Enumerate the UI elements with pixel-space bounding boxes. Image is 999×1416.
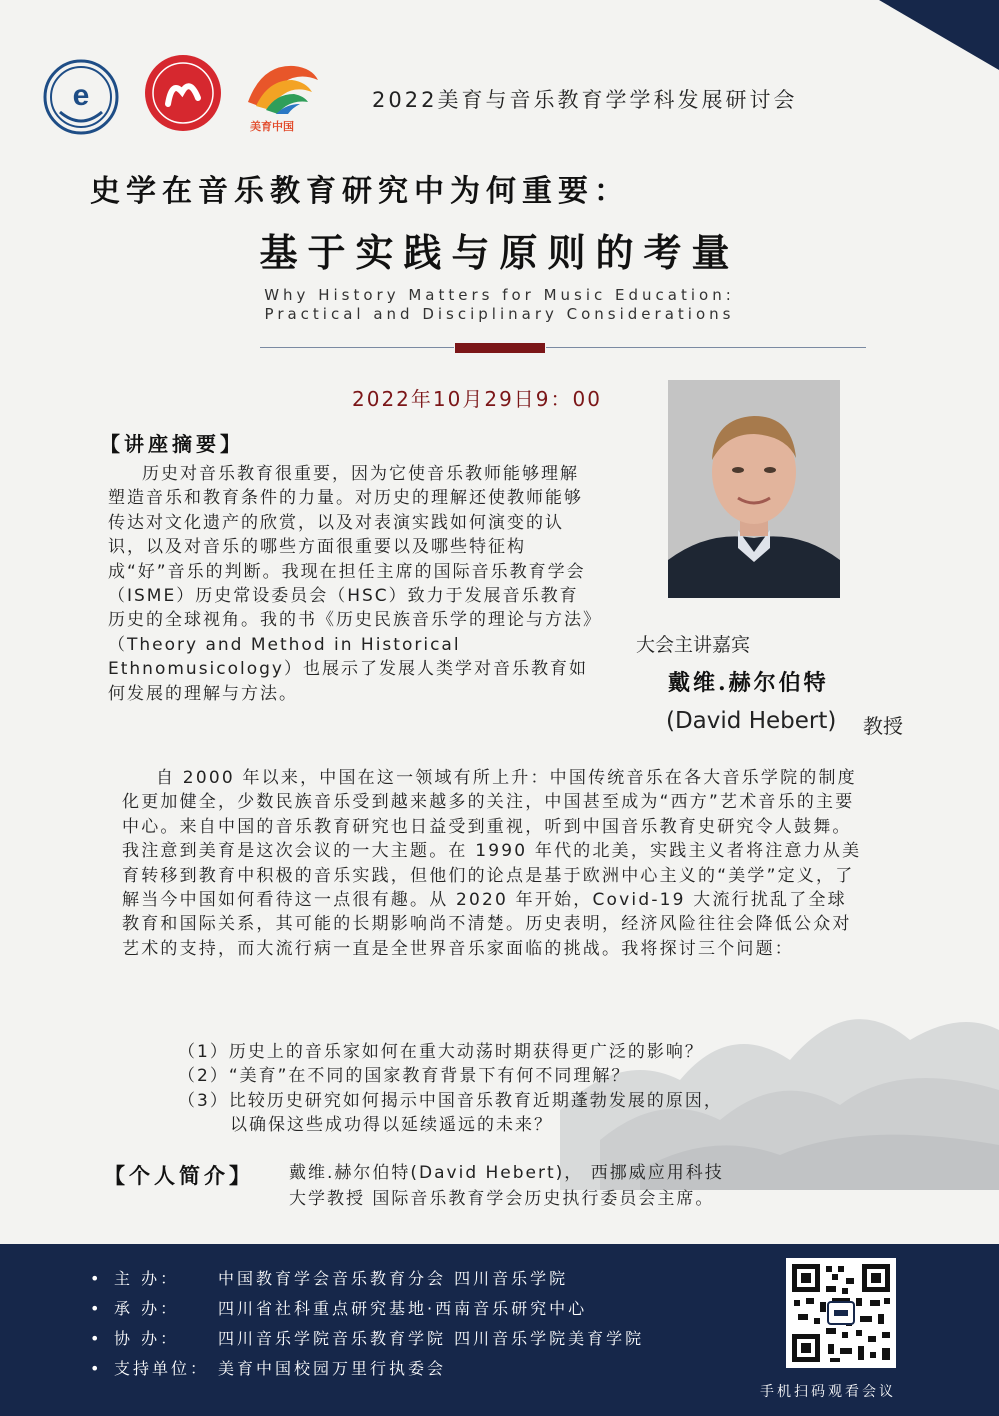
bullet-icon: • <box>90 1299 103 1318</box>
divider-bar <box>455 343 545 353</box>
bio-text <box>289 1160 879 1212</box>
qr-caption: 手机扫码观看会议 <box>760 1384 896 1400</box>
logo-caption: 美育中国 <box>250 120 294 133</box>
event-date: 2022年10月29日9：00 <box>352 387 602 411</box>
bio-heading: 【个人简介】 <box>104 1164 254 1188</box>
question-3: （3）比较历史研究如何揭示中国音乐教育近期蓬勃发展的原因， <box>178 1091 723 1111</box>
english-title-line2: Practical and Disciplinary Considerations <box>264 305 735 323</box>
organizer-value: 中国教育学会音乐教育分会 四川音乐学院 <box>218 1269 569 1288</box>
english-title-line1: Why History Matters for Music Education: <box>264 286 735 304</box>
speaker-photo <box>668 380 840 598</box>
bio-line-1: 戴维.赫尔伯特(David Hebert)， 西挪威应用科技 <box>289 1163 724 1183</box>
co-organizer-value: 四川音乐学院音乐教育学院 四川音乐学院美育学院 <box>218 1329 645 1348</box>
divider-left <box>260 347 454 348</box>
abstract-paragraph-2: 自 2000 年以来，中国在这一领域有所上升：中国传统音乐在各大音乐学院的制度化更加健全，少数民族音乐受到越来越多的关注，中国甚至成为“西方”艺术音乐的主要中心。来自中国的音乐教育研究也日益受到重视，听到中国音乐教育史研究令人鼓舞。我注意到美育是这次会议的一大主题。在 1990 年代的北美，实践主义者将注意力从美育转移到教育中积极的音乐实践，但他们的论点是基于欧洲中心主义的“美学”定义，了解当今中国如何看待这一点很有趣。从 2020 年开始，Covid-19 大流行扰乱了全球教育和国际关系，其可能的长期影响尚不清楚。历史表明，经济风险往往会降低公众对艺术的支持，而大流行病一直是全世界音乐家面临的挑战。我将探讨三个问题： <box>122 768 862 959</box>
host-label: 承 办： <box>114 1299 180 1318</box>
main-title-line2: 基于实践与原则的考量 <box>259 230 740 275</box>
divider-right <box>546 347 866 348</box>
speaker-name: 戴维.赫尔伯特 <box>668 670 829 696</box>
qr-code[interactable] <box>786 1258 896 1368</box>
question-2: （2）“美育”在不同的国家教育背景下有何不同理解？ <box>178 1066 631 1086</box>
co-organizer-label: 协 办： <box>114 1329 180 1348</box>
bullet-icon: • <box>90 1359 103 1378</box>
svg-text:e: e <box>72 79 90 112</box>
sichuan-conservatory-logo <box>142 52 224 134</box>
speaker-title: 教授 <box>863 714 903 738</box>
host-row <box>90 1296 587 1319</box>
organizer-label: 主 办： <box>114 1269 180 1288</box>
supporter-row <box>90 1356 446 1379</box>
question-1: （1）历史上的音乐家如何在重大动荡时期获得更广泛的影响？ <box>178 1042 704 1062</box>
bio-line-2: 大学教授 国际音乐教育学会历史执行委员会主席。 <box>289 1189 715 1209</box>
education-society-logo <box>42 58 120 136</box>
speaker-role: 大会主讲嘉宾 <box>636 634 751 656</box>
bullet-icon: • <box>90 1269 103 1288</box>
abstract-paragraph: 历史对音乐教育很重要，因为它使音乐教师能够理解塑造音乐和教育条件的力量。对历史的理解还使教师能够传达对文化遗产的欣赏，以及对表演实践如何演变的认识，以及对音乐的哪些方面很重要以及哪些特征构成“好”音乐的判断。我现在担任主席的国际音乐教育学会（ISME）历史常设委员会（HSC）致力于发展音乐教育历史的全球视角。我的书《历史民族音乐学的理论与方法》（Theory and Method in Historical Ethnomusicology）也展示了发展人类学对音乐教育如何发展的理解与方法。 <box>108 464 594 704</box>
conference-title: 2022美育与音乐教育学学科发展研讨会 <box>372 88 798 112</box>
question-3-continued: 以确保这些成功得以延续遥远的未来？ <box>230 1115 553 1135</box>
meiyu-zhongguo-logo <box>242 58 322 133</box>
co-organizer-row <box>90 1326 644 1349</box>
host-value: 四川省社科重点研究基地·西南音乐研究中心 <box>218 1299 588 1318</box>
organizer-row <box>90 1266 568 1289</box>
supporter-value: 美育中国校园万里行执委会 <box>218 1359 447 1378</box>
supporter-label: 支持单位： <box>114 1359 210 1378</box>
abstract-heading: 【讲座摘要】 <box>100 432 244 456</box>
corner-decoration <box>879 0 999 70</box>
bullet-icon: • <box>90 1329 103 1348</box>
main-title-line1: 史学在音乐教育研究中为何重要： <box>90 174 630 209</box>
speaker-name-english: (David Hebert) <box>666 708 837 734</box>
